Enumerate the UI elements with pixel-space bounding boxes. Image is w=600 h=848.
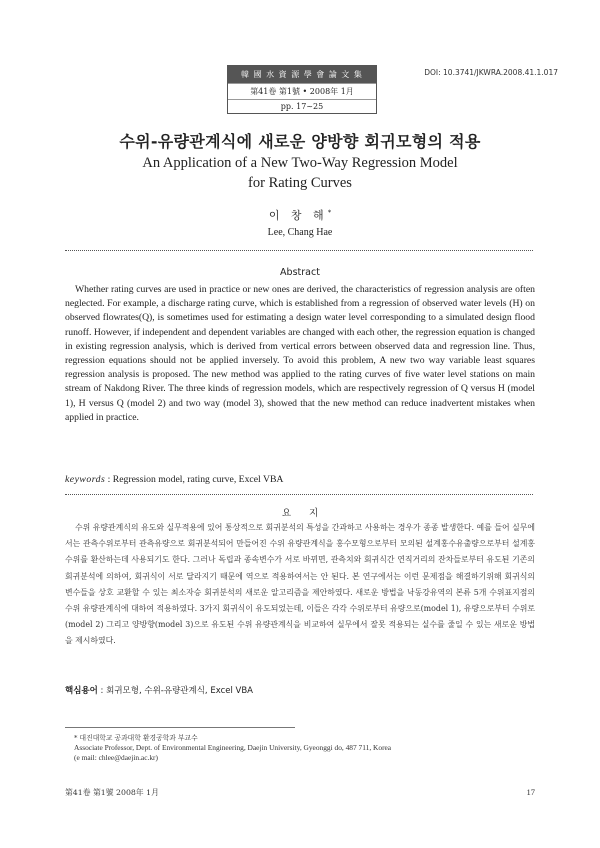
keywords-korean (65, 684, 535, 696)
author-korean-name: 이 창 해 (268, 209, 328, 222)
author-english: Lee, Chang Hae (267, 227, 333, 238)
footnote-email: (e mail: chlee@daejin.ac.kr) (74, 753, 158, 763)
journal-name: 韓 國 水 資 源 學 會 論 文 集 (228, 66, 376, 83)
keywords-label: keywords (65, 474, 106, 485)
keywords-text: : Regression model, rating curve, Excel VBA (105, 474, 284, 485)
abstract-heading: Abstract (280, 267, 320, 278)
journal-pages: pp. 17~25 (228, 99, 376, 113)
abstract-body: Whether rating curves are used in practice or new ones are derived, the characteristics of regression analysis are often neglected. For example, a discharge rating curve, which is established from a regression of observed water levels (H) on observed flowrates(Q), is sometimes used for estimating a design water level corresponding to a simulated design flood runoff. However, if independent and dependent variables are changed with each other, the regression equation is changed in existing regression analysis, which is derived from vertical errors between observed data and regression line. Thus, regression equations should not be applied inversely. To avoid this problem, A new two way variable least squares regression analysis is proposed. The new method was applied to the rating curves of five water level stations on main stream of Nakdong River. The three kinds of regression models, which are respectively regression of Q versus H (model 1), H versus Q (model 2) and two way (model 3), showed that the new method can reduce inadvertent mistakes when applied in practice. (65, 284, 535, 423)
korean-abstract-body: 수위 유량관계식의 유도와 실무적용에 있어 통상적으로 회귀분석의 특성을 간과하고 사용하는 경우가 종종 발생한다. 예를 들어 실무에서는 관측수위로부터 관측유량으로 회귀분석되어 만들어진 수위 유량관계식을 홍수모형으로부터 모의된 설계홍수유출량으로부터 설계홍수위를 환산하는데 사용되기도 한다. 그러나 독립과 종속변수가 서로 바뀌면, 관측치와 회귀식간 연직거리의 잔차들로부터 유도된 기존의 회귀분석에 의하여, 회귀식이 서로 달라지기 때문에 역으로 적용하여서는 안 된다. 본 연구에서는 이런 문제점을 해결하기위해 회귀식의 변수들을 상호 교환할 수 있는 최소자승 회귀분석의 새로운 알고리즘을 제안하였다. 새로운 방법을 낙동강유역의 본류 5개 수위표지점의 수위 유량관계식에 대하여 적용하였다. 3가지 회귀식이 유도되었는데, 이들은 각각 수위로부터 유량으로(model 1), 유량으로부터 수위로(model 2) 그리고 양방향(model 3)으로 유도된 수위 유량관계식을 비교하여 실무에서 잘못 적용되는 실수를 줄일 수 있는 새로운 방법을 제시하였다. (65, 523, 535, 646)
divider-middle (65, 494, 533, 495)
title-english-line-1: An Application of a New Two-Way Regression Model (142, 155, 458, 171)
keywords-english (65, 474, 535, 485)
footnote-affiliation-korean: * 대진대학교 공과대학 환경공학과 부교수 (74, 734, 198, 742)
footnote-rule (65, 727, 295, 728)
keywords-korean-text: : 회귀모형, 수위-유량관계식, Excel VBA (97, 686, 254, 696)
divider-top (65, 250, 533, 251)
title-english-line-2: for Rating Curves (248, 175, 352, 191)
footnote-affiliation-english: Associate Professor, Dept. of Environmental Engineering, Daejin University, Gyeonggi do, 487 711, Korea (74, 743, 392, 753)
author-footnote (74, 733, 534, 764)
keywords-korean-label: 핵심용어 (65, 686, 98, 696)
author-footnote-mark: * (327, 208, 332, 217)
page-number: 17 (526, 787, 535, 797)
journal-info-box (227, 65, 377, 114)
korean-summary-heading: 요지 (281, 508, 337, 519)
footer-journal-issue: 第41卷 第1號 2008年 1月 (65, 788, 159, 797)
author-korean (0, 207, 600, 223)
doi[interactable]: DOI: 10.3741/JKWRA.2008.41.1.017 (424, 68, 558, 77)
journal-volume: 第41卷 第1號 • 2008年 1月 (228, 83, 376, 99)
title-korean: 수위-유량관계식에 새로운 양방향 회귀모형의 적용 (119, 132, 481, 151)
title-english (0, 153, 600, 193)
